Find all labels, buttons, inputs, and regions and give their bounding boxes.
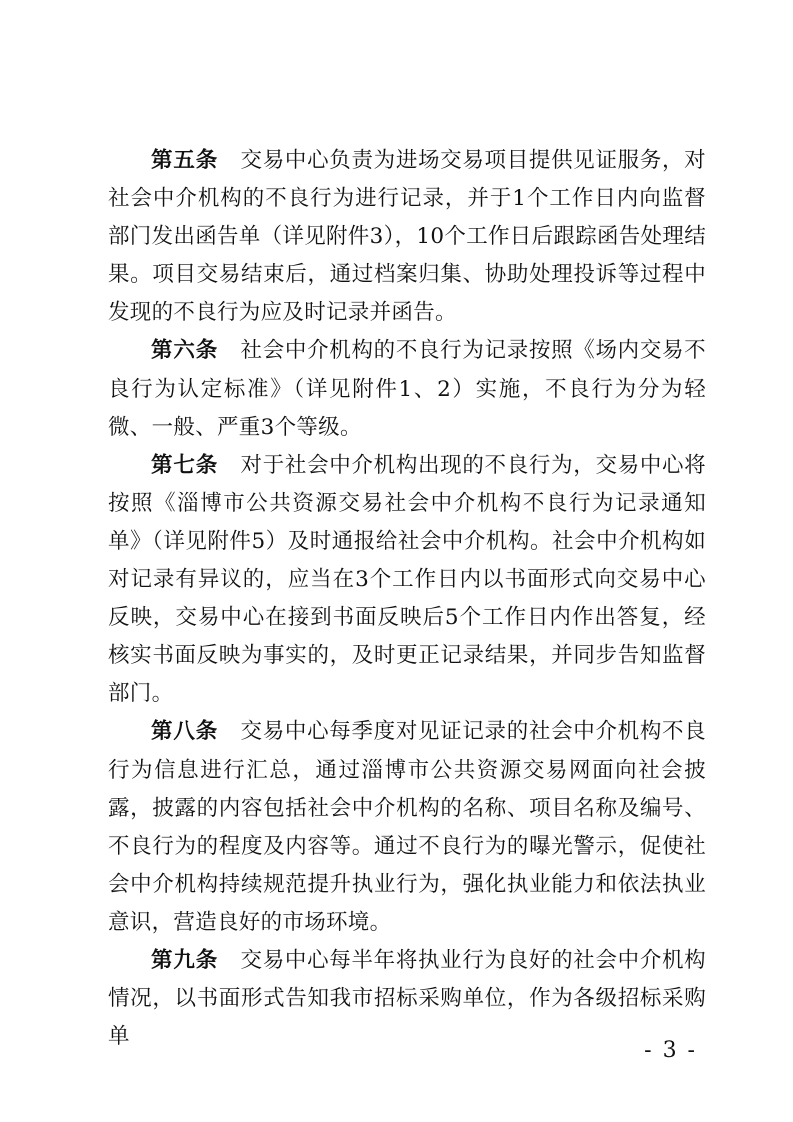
document-body bbox=[108, 142, 706, 1056]
article-number: 第八条 bbox=[151, 719, 219, 745]
article-text: 交易中心每季度对见证记录的社会中介机构不良行为信息进行汇总，通过淄博市公共资源交易网面向社会披露，披露的内容包括社会中介机构的名称、项目名称及编号、不良行为的程度及内容等。通过不良行为的曝光警示，促使社会中介机构持续规范提升执业行为，强化执业能力和依法执业意识，营造良好的市场环境。 bbox=[108, 719, 706, 935]
article-number: 第六条 bbox=[151, 338, 219, 364]
article-number: 第九条 bbox=[151, 947, 219, 973]
article-number: 第五条 bbox=[151, 148, 219, 173]
article-6 bbox=[108, 332, 706, 446]
article-5 bbox=[108, 142, 706, 332]
article-text: 交易中心每半年将执业行为良好的社会中介机构情况，以书面形式告知我市招标采购单位，作为各级招标采购单 bbox=[108, 947, 706, 1050]
article-9 bbox=[108, 942, 706, 1056]
page-number: - 3 - bbox=[644, 1038, 697, 1063]
article-text: 交易中心负责为进场交易项目提供见证服务，对社会中介机构的不良行为进行记录，并于1个工作日内向监督部门发出函告单（详见附件3），10个工作日后跟踪函告处理结果。项目交易结束后，通过档案归集、协助处理投诉等过程中发现的不良行为应及时记录并函告。 bbox=[108, 148, 706, 326]
article-7 bbox=[108, 447, 706, 714]
article-text: 社会中介机构的不良行为记录按照《场内交易不良行为认定标准》（详见附件1、2）实施，不良行为分为轻微、一般、严重3个等级。 bbox=[108, 338, 706, 440]
article-8 bbox=[108, 713, 706, 942]
article-text: 对于社会中介机构出现的不良行为，交易中心将按照《淄博市公共资源交易社会中介机构不良行为记录通知单》（详见附件5）及时通报给社会中介机构。社会中介机构如对记录有异议的，应当在3个工作日内以书面形式向交易中心反映，交易中心在接到书面反映后5个工作日内作出答复，经核实书面反映为事实的，及时更正记录结果，并同步告知监督部门。 bbox=[108, 452, 706, 707]
article-number: 第七条 bbox=[151, 452, 219, 478]
